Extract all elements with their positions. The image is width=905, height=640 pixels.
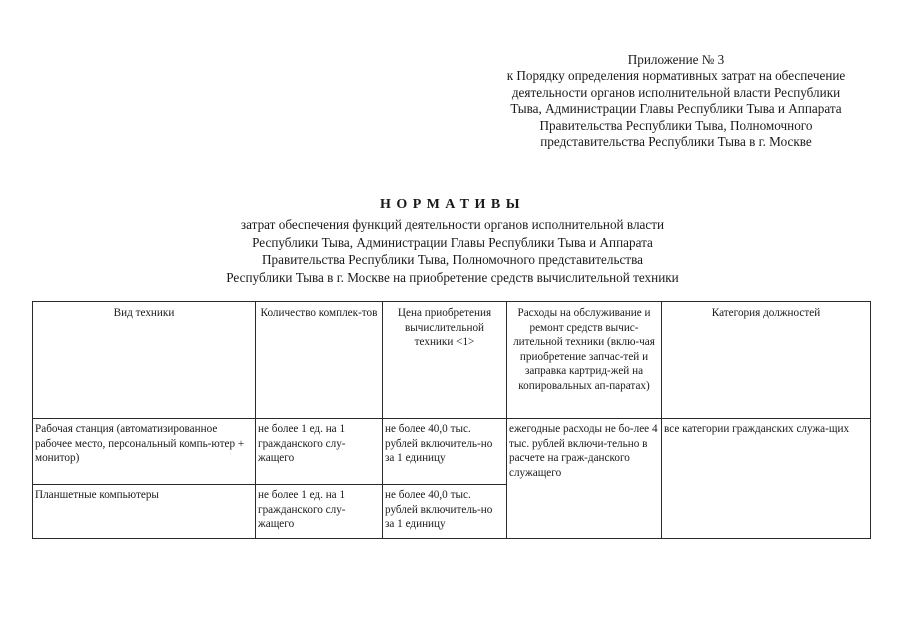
maintenance-cell: ежегодные расходы не бо-лее 4 тыс. рублей включи-тельно в расчете на граж-данского служащего [507, 419, 662, 539]
price-cell: не более 40,0 тыс. рублей включитель-но за 1 единицу [383, 485, 507, 539]
appendix-line: к Порядку определения нормативных затрат на обеспечение [506, 68, 846, 84]
appendix-line: Приложение № 3 [627, 52, 725, 67]
quantity-cell: не более 1 ед. на 1 гражданского слу-жащего [256, 485, 383, 539]
header-cell: Цена приобретения вычислительной техники <1> [383, 302, 507, 419]
header-cell: Вид техники [33, 302, 256, 419]
subtitle-line: Правительства Республики Тыва, Полномочного представительства [262, 252, 643, 268]
document-heading [160, 197, 745, 286]
equipment-type-cell: Рабочая станция (автоматизированное рабочее место, персональный компь-ютер + монитор) [33, 419, 256, 485]
appendix-note [470, 52, 882, 150]
subtitle-line: Республики Тыва в г. Москве на приобретение средств вычислительной техники [226, 269, 679, 285]
header-cell: Категория должностей [662, 302, 871, 419]
header-cell: Количество комплек-тов [256, 302, 383, 419]
appendix-line: Тыва, Администрации Главы Республики Тыва и Аппарата [510, 101, 842, 117]
table-header-row [33, 302, 871, 419]
price-cell: не более 40,0 тыс. рублей включитель-но за 1 единицу [383, 419, 507, 485]
document-title: НОРМАТИВЫ [380, 197, 525, 212]
header-cell: Расходы на обслуживание и ремонт средств вычис-лительной техники (вклю-чая приобретение запчас-тей и заправка картрид-жей на копировальных ап-паратах) [507, 302, 662, 419]
norms-table [32, 301, 871, 539]
appendix-line: представительства Республики Тыва в г. Москве [540, 134, 812, 150]
appendix-line: Правительства Республики Тыва, Полномочного [539, 117, 813, 133]
appendix-line: деятельности органов исполнительной власти Республики [511, 84, 841, 100]
subtitle-line: Республики Тыва, Администрации Главы Республики Тыва и Аппарата [252, 234, 653, 250]
subtitle-line: затрат обеспечения функций деятельности органов исполнительной власти [240, 217, 665, 232]
equipment-type-cell: Планшетные компьютеры [33, 485, 256, 539]
quantity-cell: не более 1 ед. на 1 гражданского слу-жащего [256, 419, 383, 485]
category-cell: все категории гражданских служа-щих [662, 419, 871, 539]
table-row [33, 419, 871, 485]
